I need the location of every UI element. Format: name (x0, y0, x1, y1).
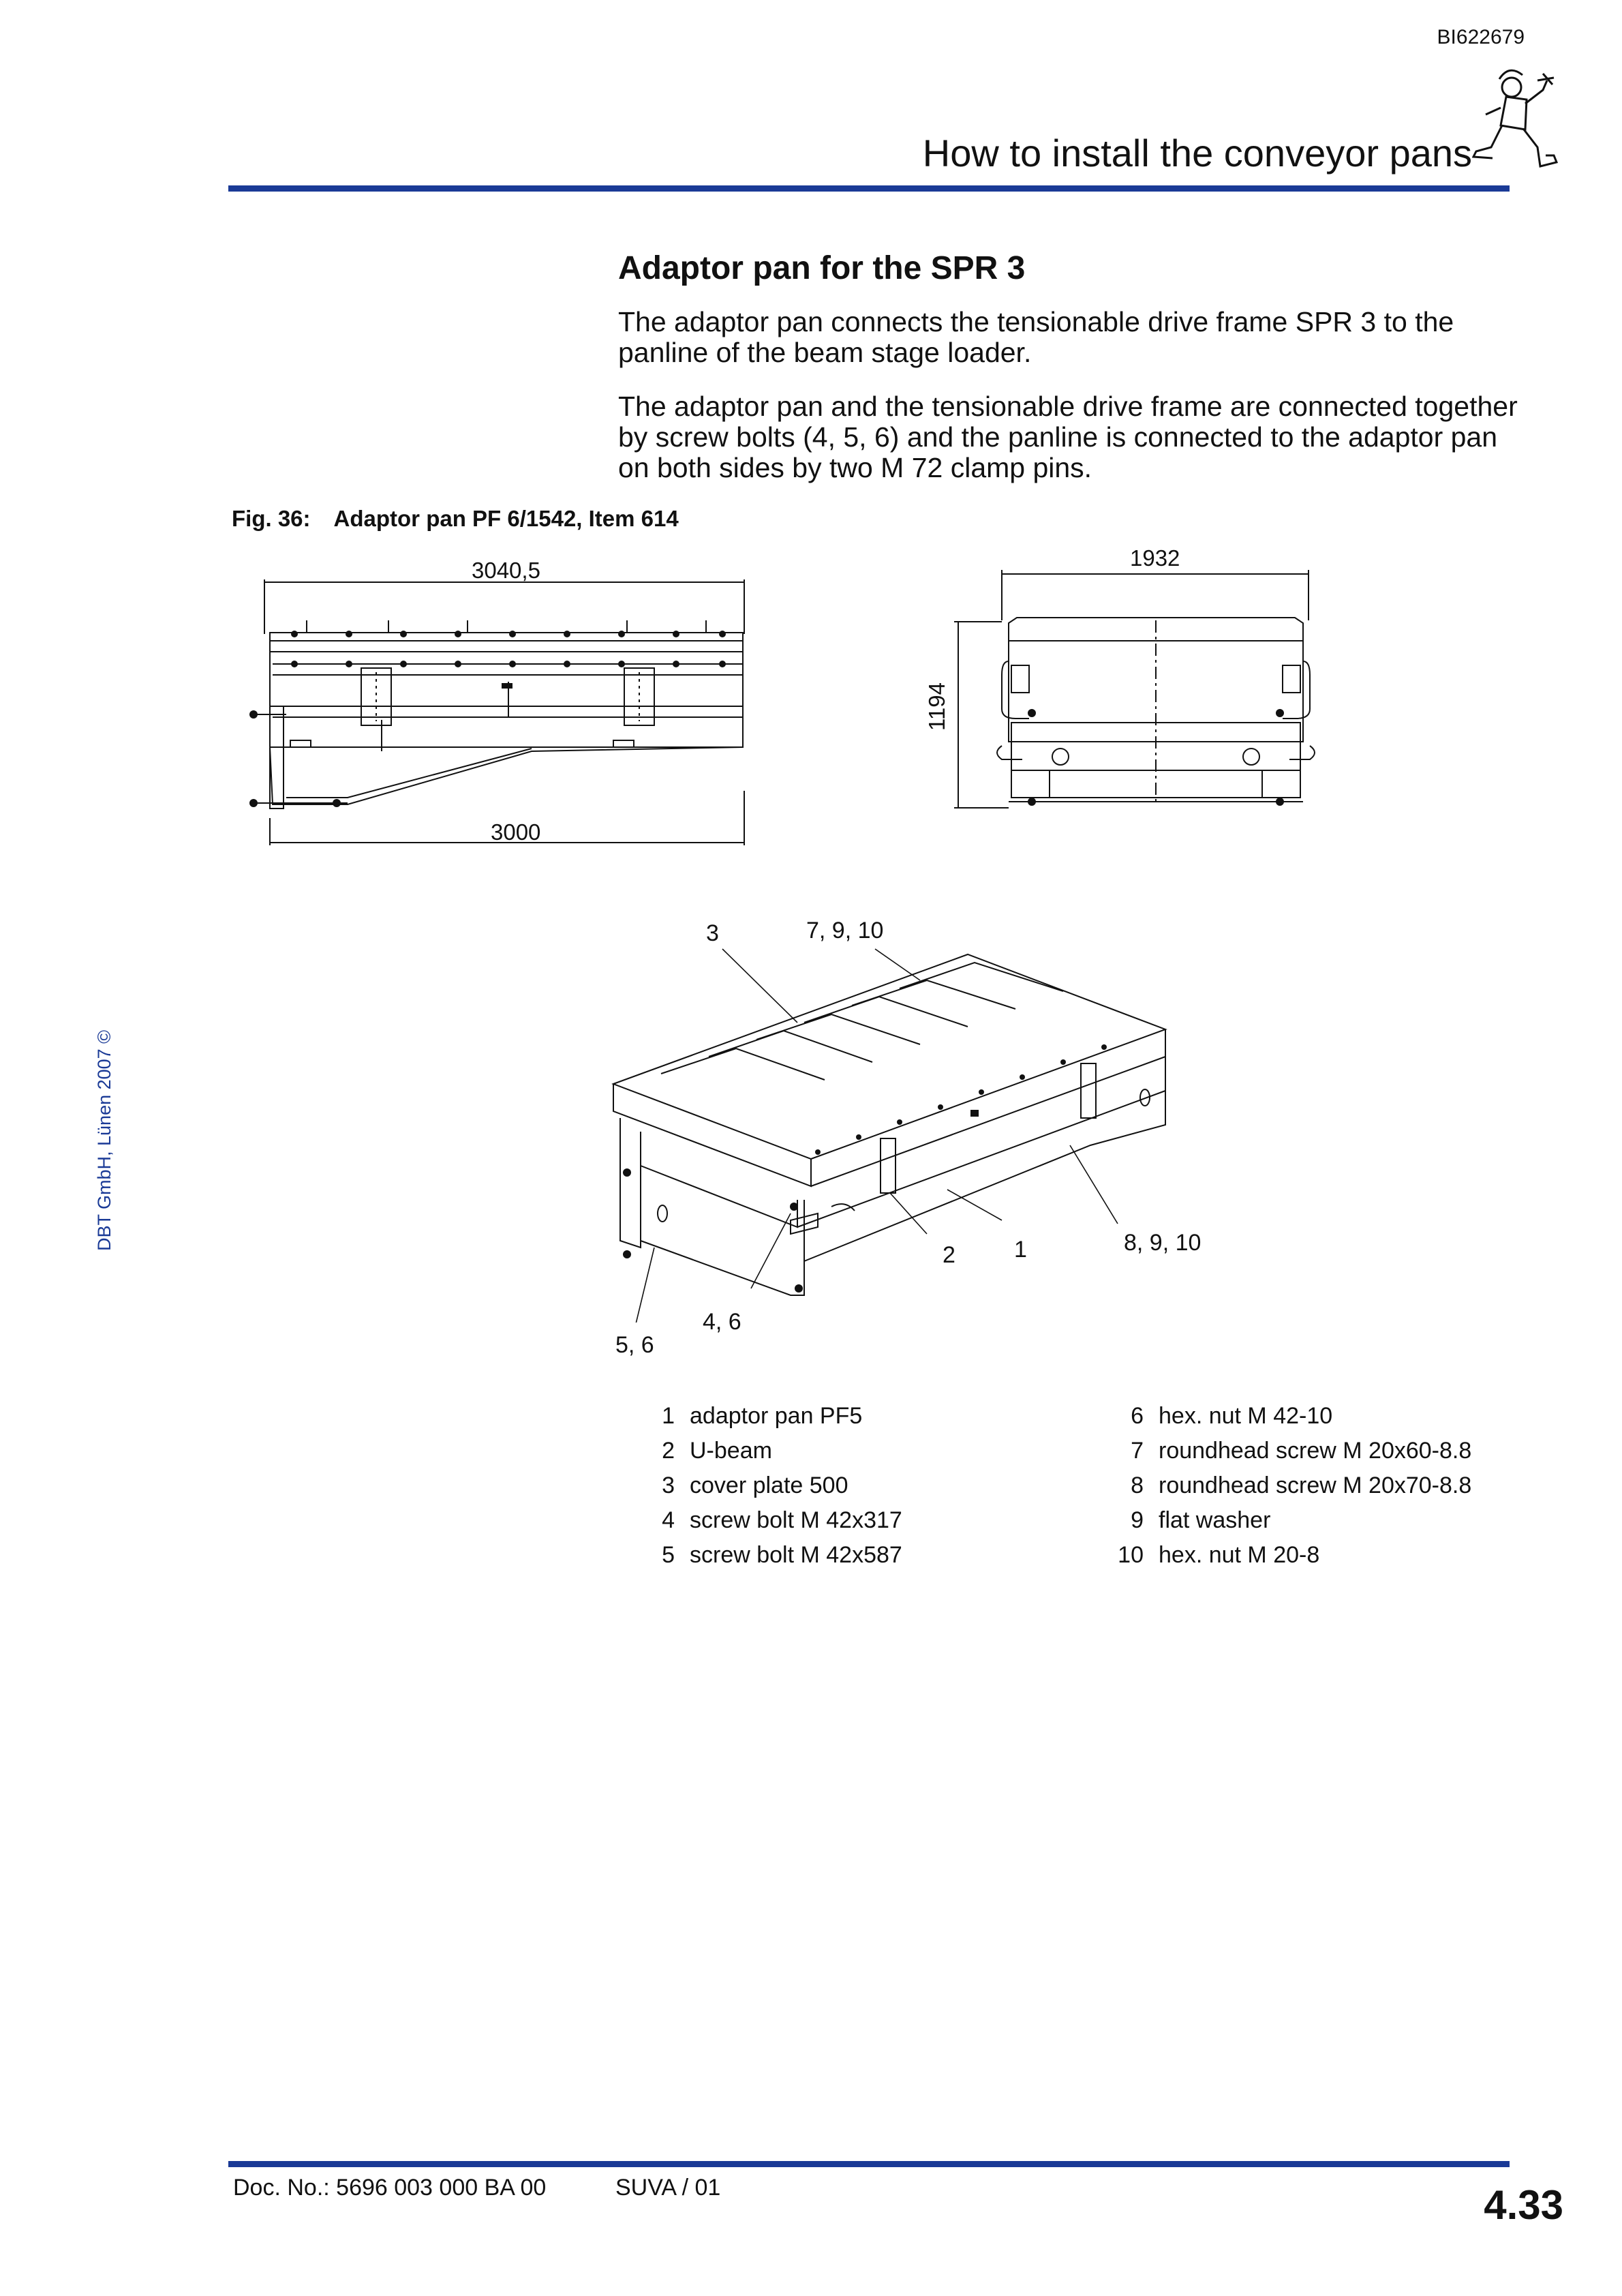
legend-number: 8 (1131, 1472, 1144, 1498)
legend-number: 3 (662, 1472, 675, 1498)
legend-text: cover plate 500 (690, 1472, 848, 1498)
callout-4-6: 4, 6 (703, 1309, 741, 1335)
legend-item (1096, 1434, 1471, 1468)
end-view-drawing (940, 566, 1322, 818)
legend-text: adaptor pan PF5 (690, 1403, 863, 1429)
dimension-end-width: 1932 (1130, 545, 1180, 571)
legend-number: 7 (1131, 1438, 1144, 1464)
legend-text: screw bolt M 42x587 (690, 1542, 902, 1568)
legend-text: U-beam (690, 1438, 772, 1464)
callout-3: 3 (706, 920, 719, 946)
header-rule (228, 185, 1510, 192)
dimension-side-bottom: 3000 (491, 819, 541, 845)
callout-7-9-10: 7, 9, 10 (806, 918, 884, 943)
legend-number: 6 (1131, 1403, 1144, 1429)
legend-left (627, 1399, 902, 1573)
footer-rule (228, 2161, 1510, 2167)
legend-item (627, 1468, 902, 1503)
legend-item (627, 1538, 902, 1573)
legend-number: 5 (662, 1542, 675, 1568)
legend-number: 10 (1118, 1542, 1144, 1568)
legend-item (627, 1434, 902, 1468)
isometric-view-drawing (600, 941, 1202, 1323)
document-id: BI622679 (1437, 26, 1525, 48)
legend-item (1096, 1468, 1471, 1503)
legend-item (1096, 1538, 1471, 1573)
page-number: 4.33 (1484, 2182, 1563, 2228)
callout-1: 1 (1014, 1237, 1027, 1263)
side-view-drawing (245, 573, 756, 845)
connection-paragraph: The adaptor pan and the tensionable drive frame are connected together by screw bolts (4, 5, 6) and the panline is connected to the adaptor pan on both sides by two M 72 clamp pins. (618, 391, 1518, 483)
legend-text: flat washer (1159, 1507, 1271, 1533)
section-heading: Adaptor pan for the SPR 3 (618, 250, 1026, 286)
page-header-title: How to install the conveyor pans (922, 132, 1472, 175)
legend-right (1096, 1399, 1471, 1573)
legend-text: roundhead screw M 20x60-8.8 (1159, 1438, 1472, 1464)
copyright-notice: DBT GmbH, Lünen 2007 © (94, 1029, 114, 1251)
suva-reference: SUVA / 01 (615, 2175, 721, 2201)
dimension-end-height: 1194 (924, 682, 949, 731)
worker-mascot-icon (1472, 60, 1567, 172)
callout-8-9-10: 8, 9, 10 (1124, 1230, 1202, 1256)
figure-caption (232, 506, 679, 532)
dimension-side-top: 3040,5 (472, 558, 540, 583)
legend-text: roundhead screw M 20x70-8.8 (1159, 1472, 1472, 1498)
callout-5-6: 5, 6 (615, 1332, 654, 1358)
legend-item (1096, 1503, 1471, 1538)
figure-title: Adaptor pan PF 6/1542, Item 614 (333, 506, 679, 531)
legend-text: hex. nut M 20-8 (1159, 1542, 1320, 1568)
callout-2: 2 (943, 1242, 955, 1268)
legend-number: 9 (1131, 1507, 1144, 1533)
legend-text: hex. nut M 42-10 (1159, 1403, 1333, 1429)
intro-paragraph: The adaptor pan connects the tensionable drive frame SPR 3 to the panline of the beam stage loader. (618, 306, 1454, 368)
legend-number: 1 (662, 1403, 675, 1429)
legend-number: 4 (662, 1507, 675, 1533)
legend-item (627, 1399, 902, 1434)
legend-item (627, 1503, 902, 1538)
legend-item (1096, 1399, 1471, 1434)
legend-text: screw bolt M 42x317 (690, 1507, 902, 1533)
legend-number: 2 (662, 1438, 675, 1464)
figure-label: Fig. 36: (232, 506, 311, 531)
document-number: Doc. No.: 5696 003 000 BA 00 (233, 2175, 547, 2201)
